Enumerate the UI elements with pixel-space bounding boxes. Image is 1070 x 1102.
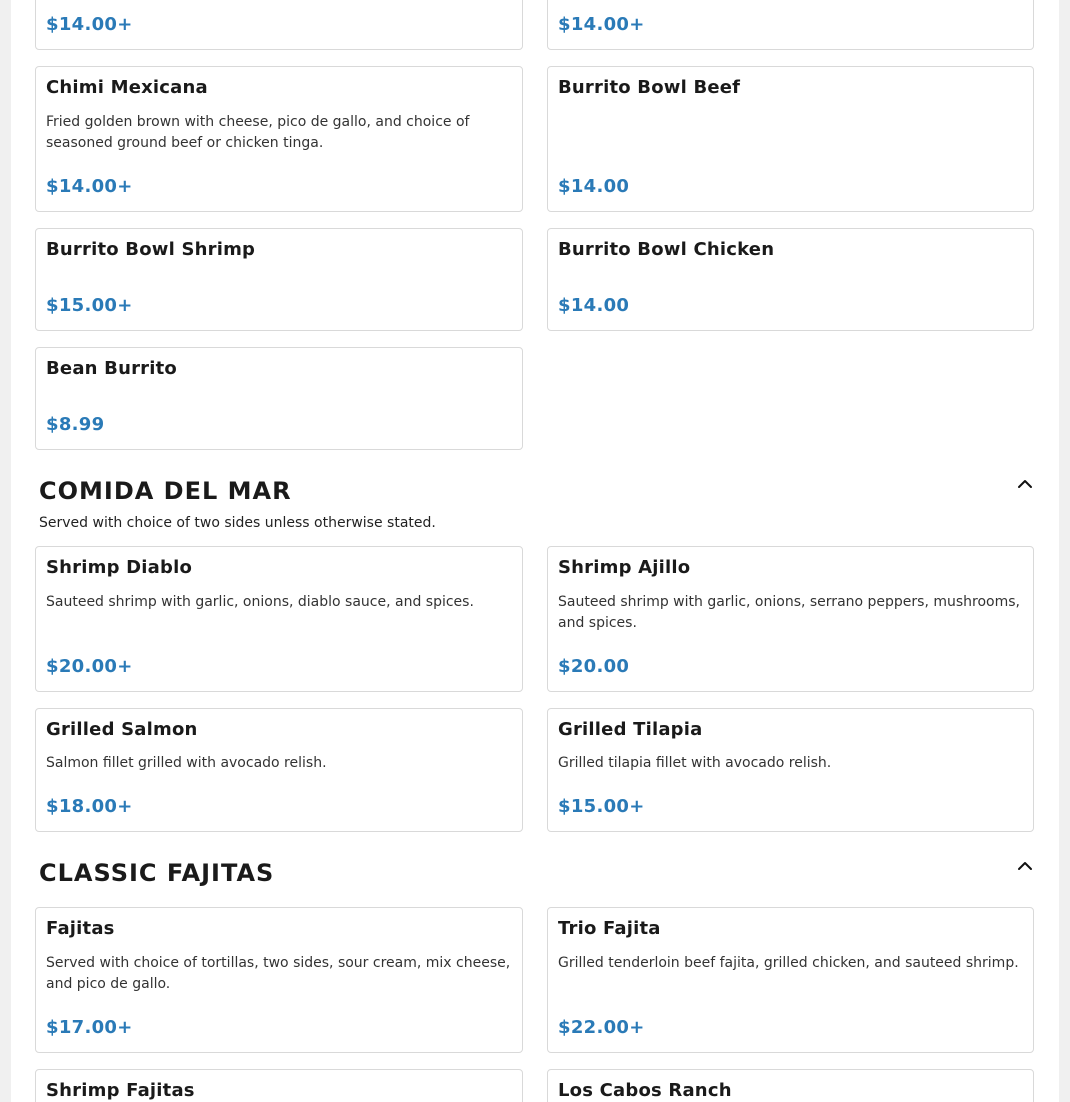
item-price: $20.00+ (46, 656, 133, 677)
item-name: Shrimp Diablo (46, 557, 193, 578)
item-name: Chimi Mexicana (46, 77, 208, 98)
menu-item-card[interactable] (547, 228, 1034, 331)
item-price: $14.00 (558, 176, 630, 197)
item-name: Burrito Bowl Chicken (558, 239, 775, 260)
item-price: $8.99 (46, 414, 105, 435)
menu-item-card[interactable] (547, 708, 1034, 832)
menu-item-card[interactable] (35, 347, 523, 450)
menu-item-card[interactable] (547, 1069, 1034, 1102)
item-description: Salmon fillet grilled with avocado relish. (46, 755, 327, 771)
item-name: Fajitas (46, 918, 115, 939)
item-price: $22.00+ (558, 1017, 645, 1038)
item-price: $15.00+ (558, 796, 645, 817)
item-price: $14.00+ (46, 14, 133, 35)
item-price: $15.00+ (46, 295, 133, 316)
item-description: Grilled tilapia fillet with avocado relish. (558, 755, 832, 771)
item-price: $14.00+ (558, 14, 645, 35)
menu-item-card[interactable] (35, 66, 523, 212)
item-description: Grilled tenderloin beef fajita, grilled chicken, and sauteed shrimp. (558, 955, 1019, 971)
menu-item-card[interactable] (547, 546, 1034, 692)
item-price: $18.00+ (46, 796, 133, 817)
menu-item-card[interactable] (547, 66, 1034, 212)
item-name: Los Cabos Ranch (558, 1080, 732, 1101)
item-name: Shrimp Fajitas (46, 1080, 195, 1101)
item-name: Grilled Tilapia (558, 719, 703, 740)
item-name: Burrito Bowl Shrimp (46, 239, 256, 260)
item-name: Burrito Bowl Beef (558, 77, 741, 98)
item-name: Shrimp Ajillo (558, 557, 691, 578)
chevron-up-icon[interactable] (1015, 856, 1035, 876)
section-subtitle: Served with choice of two sides unless otherwise stated. (39, 515, 436, 531)
menu-item-card[interactable] (35, 546, 523, 692)
item-price: $20.00 (558, 656, 630, 677)
item-name: Trio Fajita (558, 918, 661, 939)
menu-item-card[interactable] (35, 907, 523, 1053)
item-description: Fried golden brown with cheese, pico de gallo, and choice of seasoned ground beef or chicken tinga. (46, 114, 470, 151)
menu-item-card[interactable] (547, 907, 1034, 1053)
item-price: $14.00+ (46, 176, 133, 197)
item-description: Sauteed shrimp with garlic, onions, serrano peppers, mushrooms, and spices. (558, 594, 1021, 631)
chevron-up-icon[interactable] (1015, 474, 1035, 494)
item-price: $17.00+ (46, 1017, 133, 1038)
menu-item-card[interactable] (35, 0, 523, 50)
menu-item-card[interactable] (35, 708, 523, 832)
item-description: Served with choice of tortillas, two sides, sour cream, mix cheese, and pico de gallo. (46, 955, 511, 992)
menu-item-card[interactable] (35, 228, 523, 331)
item-name: Bean Burrito (46, 358, 177, 379)
item-name: Grilled Salmon (46, 719, 198, 740)
menu-item-card[interactable] (35, 1069, 523, 1102)
item-price: $14.00 (558, 295, 630, 316)
menu-item-card[interactable] (547, 0, 1034, 50)
menu-page (11, 0, 1059, 1102)
section-title: CLASSIC FAJITAS (39, 859, 275, 887)
item-description: Sauteed shrimp with garlic, onions, diablo sauce, and spices. (46, 594, 474, 610)
section-title: COMIDA DEL MAR (39, 477, 292, 505)
